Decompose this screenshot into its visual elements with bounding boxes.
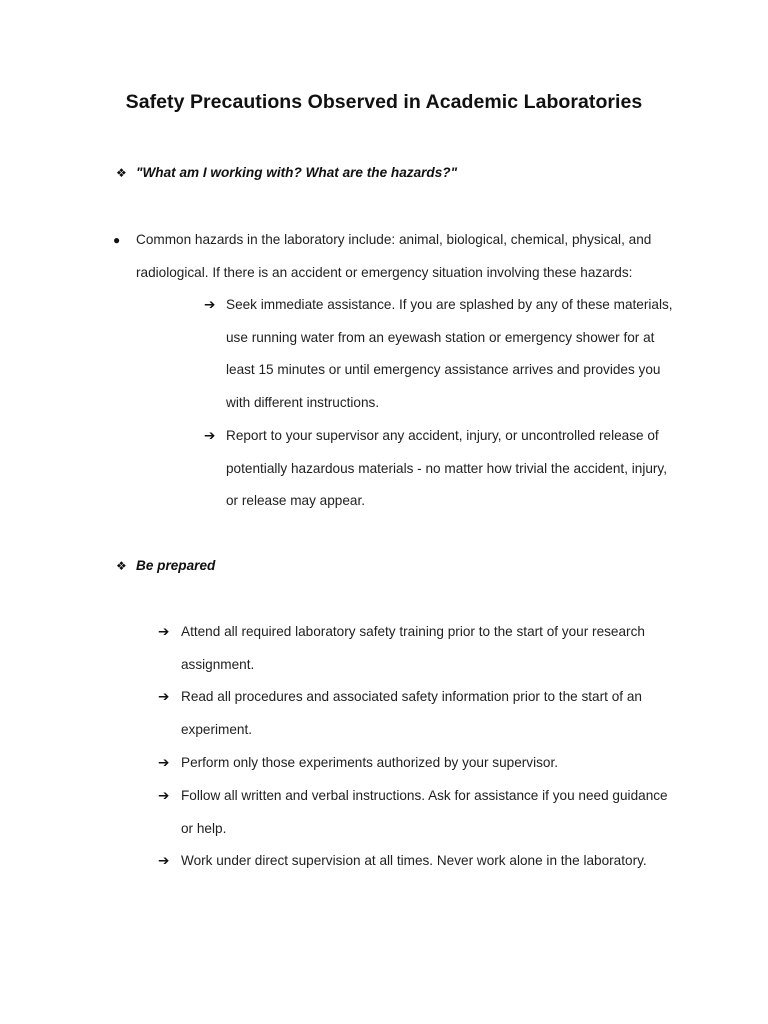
section-heading-text: "What am I working with? What are the hazards?" [136, 165, 458, 180]
section-heading-be-prepared [116, 558, 215, 573]
arrow-bullet-icon: ➔ [204, 428, 216, 443]
list-item: Work under direct supervision at all times. Never work alone in the laboratory. [181, 853, 647, 868]
list-item: Report to your supervisor any accident, injury, or uncontrolled release of potentially hazardous materials - no matter how trivial the accident, injury, or release may appear. [226, 428, 667, 509]
list-item: Follow all written and verbal instructions. Ask for assistance if you need guidance or help. [181, 788, 668, 836]
diamond-bullet-icon: ❖ [116, 165, 127, 180]
section-heading-hazards [116, 165, 457, 180]
hazards-paragraph: Common hazards in the laboratory include: animal, biological, chemical, physical, and radiological. If there is an accident or emergency situation involving these hazards: [136, 232, 652, 280]
arrow-bullet-icon: ➔ [158, 624, 170, 639]
list-item: Attend all required laboratory safety training prior to the start of your research assignment. [181, 624, 645, 672]
list-item: Read all procedures and associated safety information prior to the start of an experiment. [181, 689, 642, 737]
diamond-bullet-icon: ❖ [116, 558, 127, 573]
arrow-bullet-icon: ➔ [158, 788, 170, 803]
arrow-bullet-icon: ➔ [158, 853, 170, 868]
list-item: Seek immediate assistance. If you are splashed by any of these materials, use running water from an eyewash station or emergency shower for at least 15 minutes or until emergency assistance arrives and provides you with different instructions. [226, 297, 673, 411]
arrow-bullet-icon: ➔ [204, 297, 216, 312]
section-heading-text: Be prepared [136, 558, 216, 573]
round-bullet-icon: ● [113, 233, 121, 247]
list-item: Perform only those experiments authorized by your supervisor. [181, 755, 559, 770]
arrow-bullet-icon: ➔ [158, 689, 170, 704]
arrow-bullet-icon: ➔ [158, 755, 170, 770]
document-title: Safety Precautions Observed in Academic Laboratories [125, 91, 643, 113]
